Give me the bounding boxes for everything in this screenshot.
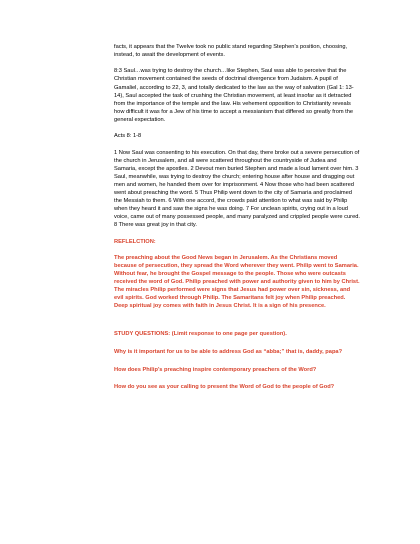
scripture-passage: 1 Now Saul was consenting to his execution. On that day, there broke out a severe persecution of the church in Jerusalem, and all were scattered throughout the countryside of Judea and Samaria, except the apostles. 2 Devout men buried Stephen and made a loud lament over him. 3 Saul, meanwhile, was trying to destroy the church; entering house after house and dragging out men and women, he handed them over for imprisonment. 4 Now those who had been scattered went about preaching the word. 5 Thus Philip went down to the city of Samaria and proclaimed the Messiah to them. 6 With one accord, the crowds paid attention to what was said by Philip when they heard it and saw the signs he was doing. 7 For unclean spirits, crying out in a loud voice, came out of many possessed people, and many paralyzed and crippled people were cured. 8 There was great joy in that city. bbox=[114, 149, 360, 229]
study-questions-label: STUDY QUESTIONS: bbox=[114, 331, 171, 338]
study-question-1: Why is it important for us to be able to address God as “abba;” that is, daddy, papa? bbox=[114, 349, 343, 356]
reflection-heading: REFLELCTION: bbox=[114, 238, 156, 245]
study-question-3: How do you see as your calling to present the Word of God to the people of God? bbox=[114, 383, 335, 390]
reflection-text: The preaching about the Good News began in Jerusalem. As the Christians moved because of persecution, they spread the Word wherever they went. Philip went to Samaria. Without fear, he brought the Gospel message to the people. Those who were outcasts received the word of God. Philip preached with power and authority given to him by Christ. The miracles Philip performed were signs that Jesus had power over sin, sickness, and evil spirits. God worked through Philip. The Samaritans felt joy when Philip preached. Deep spiritual joy comes with faith in Jesus Christ. It is a sign of his presence. bbox=[114, 254, 360, 310]
study-questions-heading bbox=[114, 330, 360, 338]
study-questions-note: (Limit response to one page per question). bbox=[171, 331, 287, 338]
paragraph-saul-commentary: 8:3 Saul…was trying to destroy the church…like Stephen, Saul was able to perceive that the Christian movement contained the seeds of doctrinal divergence from Judaism. A pupil of Gamaliel, according to 22, 3, and totally dedicated to the law as the way of salvation (Gal 1: 13-14), Saul accepted the task of crushing the Christian movement, at least insofar as it detracted from the importance of the temple and the law. His vehement opposition to Christianity reveals how difficult it was for a Jew of his time to accept a messianism that differed so greatly from the general expectation. bbox=[114, 68, 354, 123]
scripture-reference: Acts 8: 1-8 bbox=[114, 133, 142, 140]
paragraph-facts: facts, it appears that the Twelve took no public stand regarding Stephen’s position, choosing, instead, to await the development of events. bbox=[114, 44, 348, 59]
study-question-2: How does Philip’s preaching inspire contemporary preachers of the Word? bbox=[114, 366, 317, 373]
